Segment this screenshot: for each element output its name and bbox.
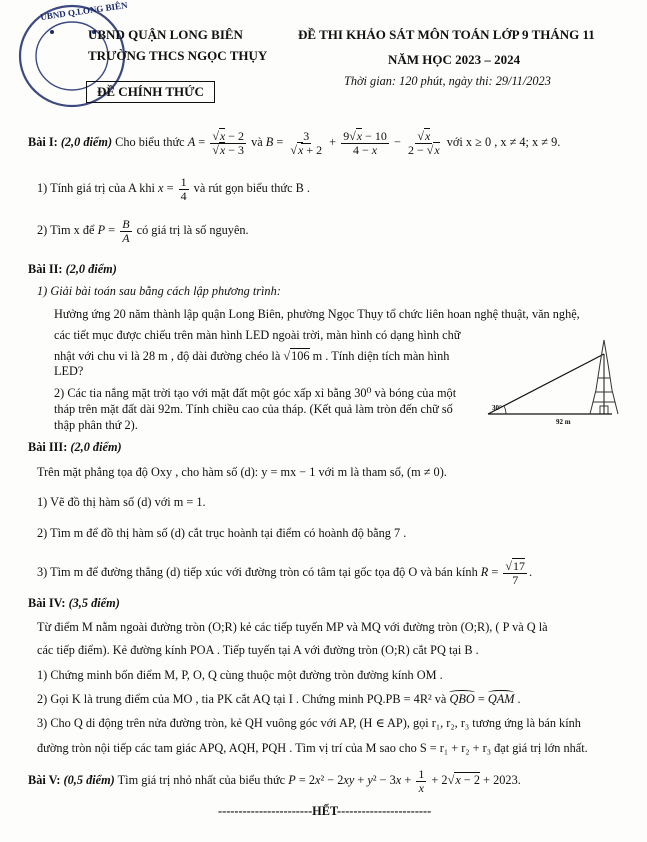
bai1-points: (2,0 điểm) xyxy=(60,134,113,149)
official-badge: ĐỀ CHÍNH THỨC xyxy=(86,81,215,103)
bai4-q2-text: 2) Gọi K là trung điểm của MO , tia PK cắt AQ tại I . Chứng minh PQ.PB = 4R² và xyxy=(37,692,447,706)
bai4-q3a: 3) Cho Q di động trên nửa đường tròn, kẻ QH vuông góc với AP, (H ∈ AP), gọi r₁, r₂, r₃ tương ứng là bán kính xyxy=(37,716,581,730)
bai1-q2: 2) Tìm x để P = $\frac{B}{A}$ có giá trị là số nguyên. xyxy=(37,217,249,245)
bai4-points: (3,5 điểm) xyxy=(68,596,120,610)
org-name: UBND QUẬN LONG BIÊN xyxy=(88,27,243,42)
bai1-intro-text: Cho biểu thức xyxy=(115,134,185,149)
bai2-q2a: 2) Các tia nắng mặt trời tạo với mặt đất một góc xấp xỉ bằng 30⁰ và bóng của một xyxy=(54,386,457,400)
bai3-q2: 2) Tìm m để đồ thị hàm số (d) cắt trục hoành tại điểm có hoành độ bằng 7 . xyxy=(37,526,407,540)
bai3-q3: 3) Tìm m để đường thẳng (d) tiếp xúc với đường tròn có tâm tại gốc tọa độ O và bán kính R = √ $\frac{17}{7}$ . xyxy=(37,560,532,586)
bai4-q1: 1) Chứng minh bốn điểm M, P, O, Q cùng thuộc một đường tròn đường kính OM . xyxy=(37,668,443,682)
bai3-q3-text: 3) Tìm m để đường thẳng (d) tiếp xúc với đường tròn có tâm tại gốc tọa độ O và bán kính xyxy=(37,564,478,579)
bai2-p1: Hưởng ứng 20 năm thành lập quận Long Biên, phường Ngọc Thụy tổ chức liên hoan nghệ thuật, văn nghệ, xyxy=(54,307,580,321)
bai1-q1-tail: và rút gọn biểu thức B . xyxy=(193,180,310,195)
bai2-p2: các tiết mục được chiếu trên màn hình LED ngoài trời, màn hình có dạng hình chữ xyxy=(54,328,461,342)
bai2-heading xyxy=(28,262,117,277)
bai3-label: Bài III: xyxy=(28,440,68,454)
bai1-intro: Bài I: (2,0 điểm) Cho biểu thức A = √ x − 2 √ x − 3 và B = 3 √ x + 2 + $\frac{9√ x - 10}{4 - x}$ − √ $\frac{x}{2 - √ x}$ với x ≥ 0 , x ≠ 4; x ≠ 9. xyxy=(28,130,560,156)
bai2-p3-text: nhật với chu vi là 28 m , độ dài đường chéo là xyxy=(54,349,281,363)
end-marker: -----------------------HẾT----------------------- xyxy=(218,804,432,818)
bai2-label: Bài II: xyxy=(28,262,63,276)
bai5-tail: + 2023. xyxy=(483,772,521,787)
exam-time: Thời gian: 120 phút, ngày thi: 29/11/2023 xyxy=(344,74,551,88)
bai5-label: Bài V: xyxy=(28,772,61,787)
bai4-label: Bài IV: xyxy=(28,596,66,610)
bai5-points: (0,5 điểm) xyxy=(63,772,115,787)
bai2-p3-tail: m . Tính diện tích màn hình xyxy=(312,349,450,363)
fig-angle-label: 30° xyxy=(492,404,502,412)
bai2-p4: LED? xyxy=(54,364,84,378)
stamp-text: UBND Q.LONG BIÊN xyxy=(39,0,129,23)
bai1-label: Bài I: xyxy=(28,134,58,149)
bai1-condition: với x ≥ 0 , x ≠ 4; x ≠ 9. xyxy=(446,134,561,149)
bai3-intro: Trên mặt phẳng tọa độ Oxy , cho hàm số (d): y = mx − 1 với m là tham số, (m ≠ 0). xyxy=(37,465,447,479)
bai2-p3: nhật với chu vi là 28 m , độ dài đường chéo là √ 106 m . Tính diện tích màn hình xyxy=(54,349,449,364)
bai4-heading xyxy=(28,596,120,611)
bai4-q2: 2) Gọi K là trung điểm của MO , tia PK cắt AQ tại I . Chứng minh PQ.PB = 4R² và QBO = QAM . xyxy=(37,692,521,706)
fig-length-label: 92 m xyxy=(556,418,571,426)
bai3-points: (2,0 điểm) xyxy=(70,440,122,454)
bai2-q2b: tháp trên mặt đất dài 92m. Tính chiều cao của tháp. (Kết quả làm tròn đến chữ số xyxy=(54,402,453,416)
bai1-q1: 1) Tính giá trị của A khi x = $\frac{1}{4}$ và rút gọn biểu thức B . xyxy=(37,175,310,203)
bai4-p1: Từ điểm M nằm ngoài đường tròn (O;R) kẻ các tiếp tuyến MP và MQ với đường tròn (O;R), ( P và Q là xyxy=(37,620,548,634)
bai4-p2: các tiếp điểm). Kẻ đường kính POA . Tiếp tuyến tại A với đường tròn (O;R) cắt PQ tại B . xyxy=(37,643,479,657)
bai2-q2c: thập phân thứ 2). xyxy=(54,418,138,432)
school-year: NĂM HỌC 2023 – 2024 xyxy=(388,52,521,67)
bai4-q3b: đường tròn nội tiếp các tam giác APQ, AQH, PQH . Tìm vị trí của M sao cho S = r₁ + r₂ + r₃ đạt giá trị lớn nhất. xyxy=(37,741,588,755)
bai1-q1-text: 1) Tính giá trị của A khi xyxy=(37,180,155,195)
exam-title: ĐỀ THI KHẢO SÁT MÔN TOÁN LỚP 9 THÁNG 11 xyxy=(298,27,595,42)
bai2-q1-title: 1) Giải bài toán sau bằng cách lập phương trình: xyxy=(37,284,281,298)
bai2-points: (2,0 điểm) xyxy=(65,262,117,276)
bai1-q2-tail: có giá trị là số nguyên. xyxy=(136,222,249,237)
bai3-q1: 1) Vẽ đồ thị hàm số (d) với m = 1. xyxy=(37,495,206,509)
school-name: TRƯỜNG THCS NGỌC THỤY xyxy=(88,48,268,63)
bai5: Bài V: (0,5 điểm) Tìm giá trị nhỏ nhất của biểu thức P = 2x² − 2xy + y² − 3x + $\frac{1}{x}$ + 2√ x − 2 + 2023. xyxy=(28,768,521,794)
bai5-text: Tìm giá trị nhỏ nhất của biểu thức xyxy=(117,772,286,787)
bai1-q2-text: 2) Tìm x để xyxy=(37,222,95,237)
bai3-heading xyxy=(28,440,122,455)
